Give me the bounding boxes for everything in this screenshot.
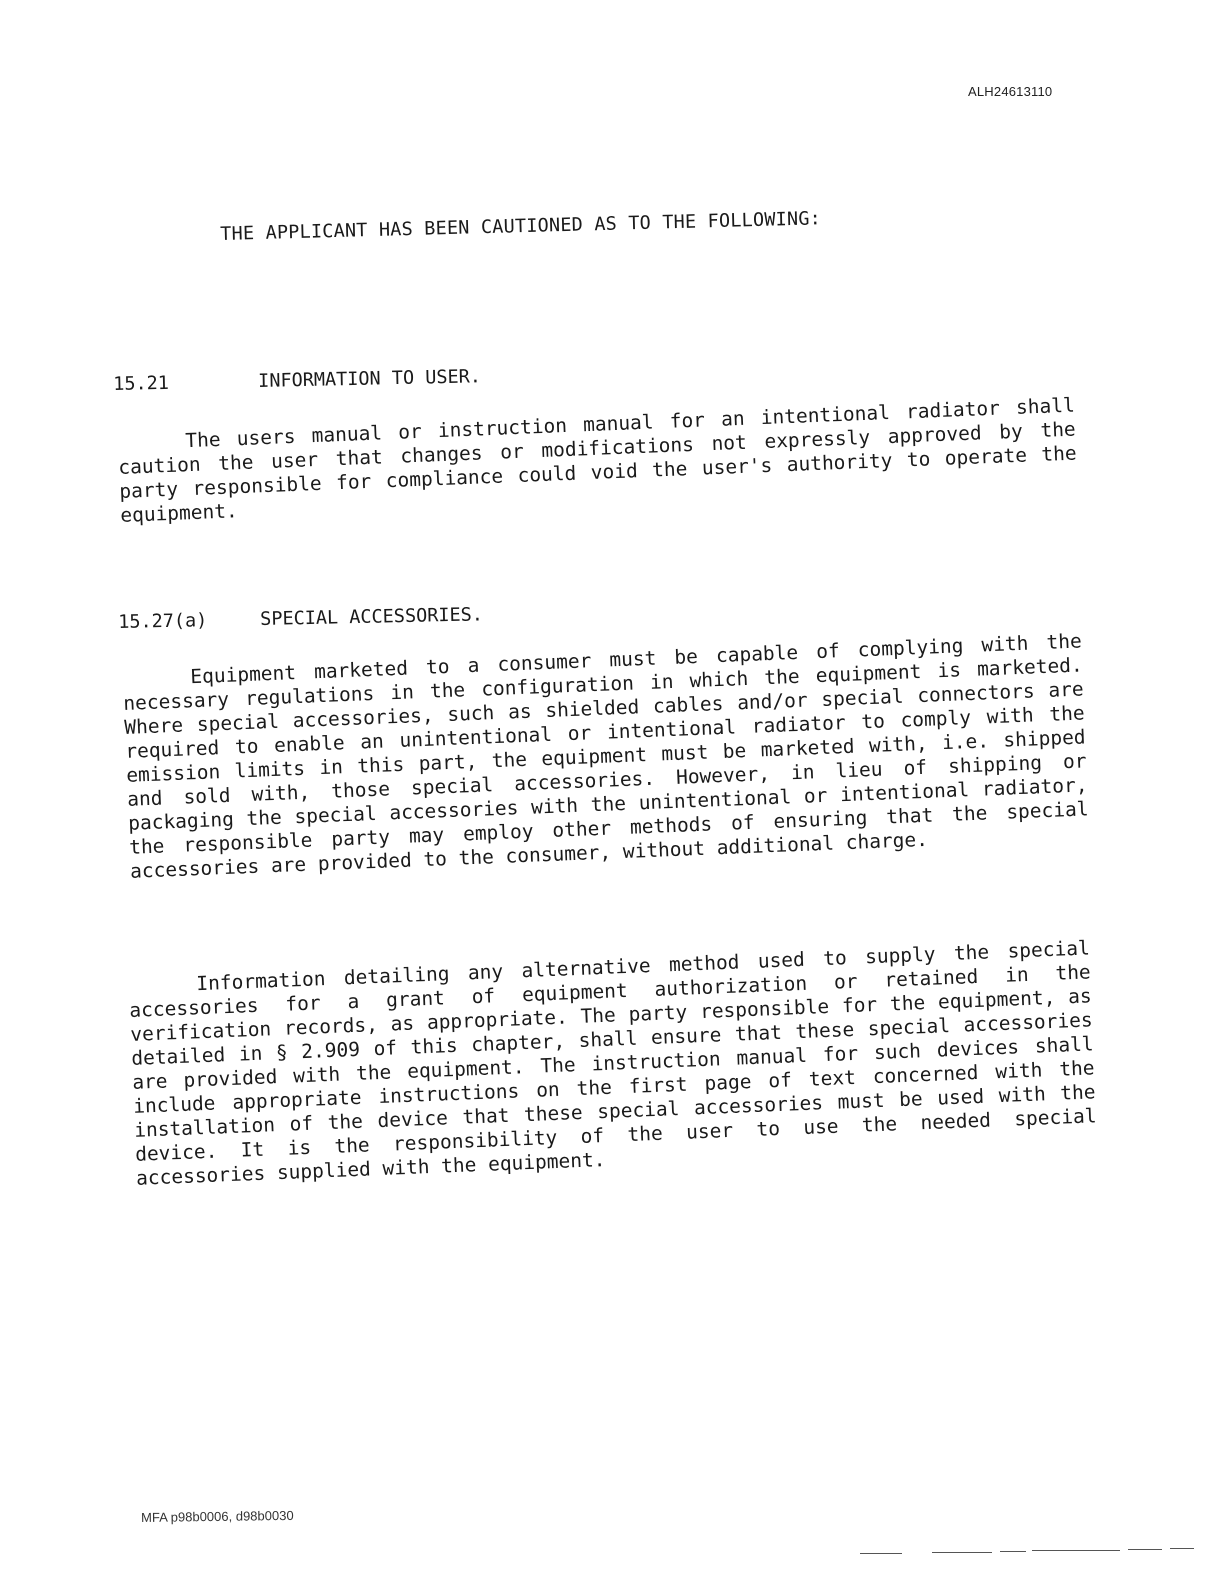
document-id: ALH24613110 [968,84,1053,99]
footer-reference: MFA p98b0006, d98b0030 [141,1507,294,1525]
paragraph-information-to-user: The users manual or instruction manual for an intentional radiator shall caution the user that changes or modifications not expressly approved by the party responsible for compliance could void the user's authority to operate the equipment. [117,393,1078,527]
section-number: 15.21 [113,372,170,395]
scan-artifact-lines [860,1545,1200,1557]
caution-heading: THE APPLICANT HAS BEEN CAUTIONED AS TO THE FOLLOWING: [220,208,822,245]
section-number: 15.27(a) [118,610,208,633]
section-heading-15-21 [113,366,481,395]
section-heading-15-27a [118,604,483,633]
section-title: SPECIAL ACCESSORIES. [259,604,484,631]
section-title: INFORMATION TO USER. [257,366,482,392]
paragraph-special-accessories: Equipment marketed to a consumer must be capable of complying with the necessary regulations in the configuration in which the equipment is marketed. Where special accessories, such as shielded cables and/or special connectors are required to enable an unintentional or intentional radiator to comply with the emission limits in this part, the equipment must be marketed with, i.e. shipped and sold with, those special accessories. However, in lieu of shipping or packaging the special accessories with the unintentional or intentional radiator, the responsible party may employ other methods of ensuring that the special accessories are provided to the consumer, without additional charge. [122,629,1089,883]
paragraph-alternative-method: Information detailing any alternative method used to supply the special accessories for a grant of equipment authorization or retained in the verification records, as appropriate. The party responsible for the equipment, as detailed in § 2.909 of this chapter, shall ensure that these special accessories are provided with the equipment. The instruction manual for such devices shall include appropriate instructions on the first page of text concerned with the installation of the device that these special accessories must be used with the device. It is the responsibility of the user to use the needed special accessories supplied with the equipment. [128,936,1097,1190]
